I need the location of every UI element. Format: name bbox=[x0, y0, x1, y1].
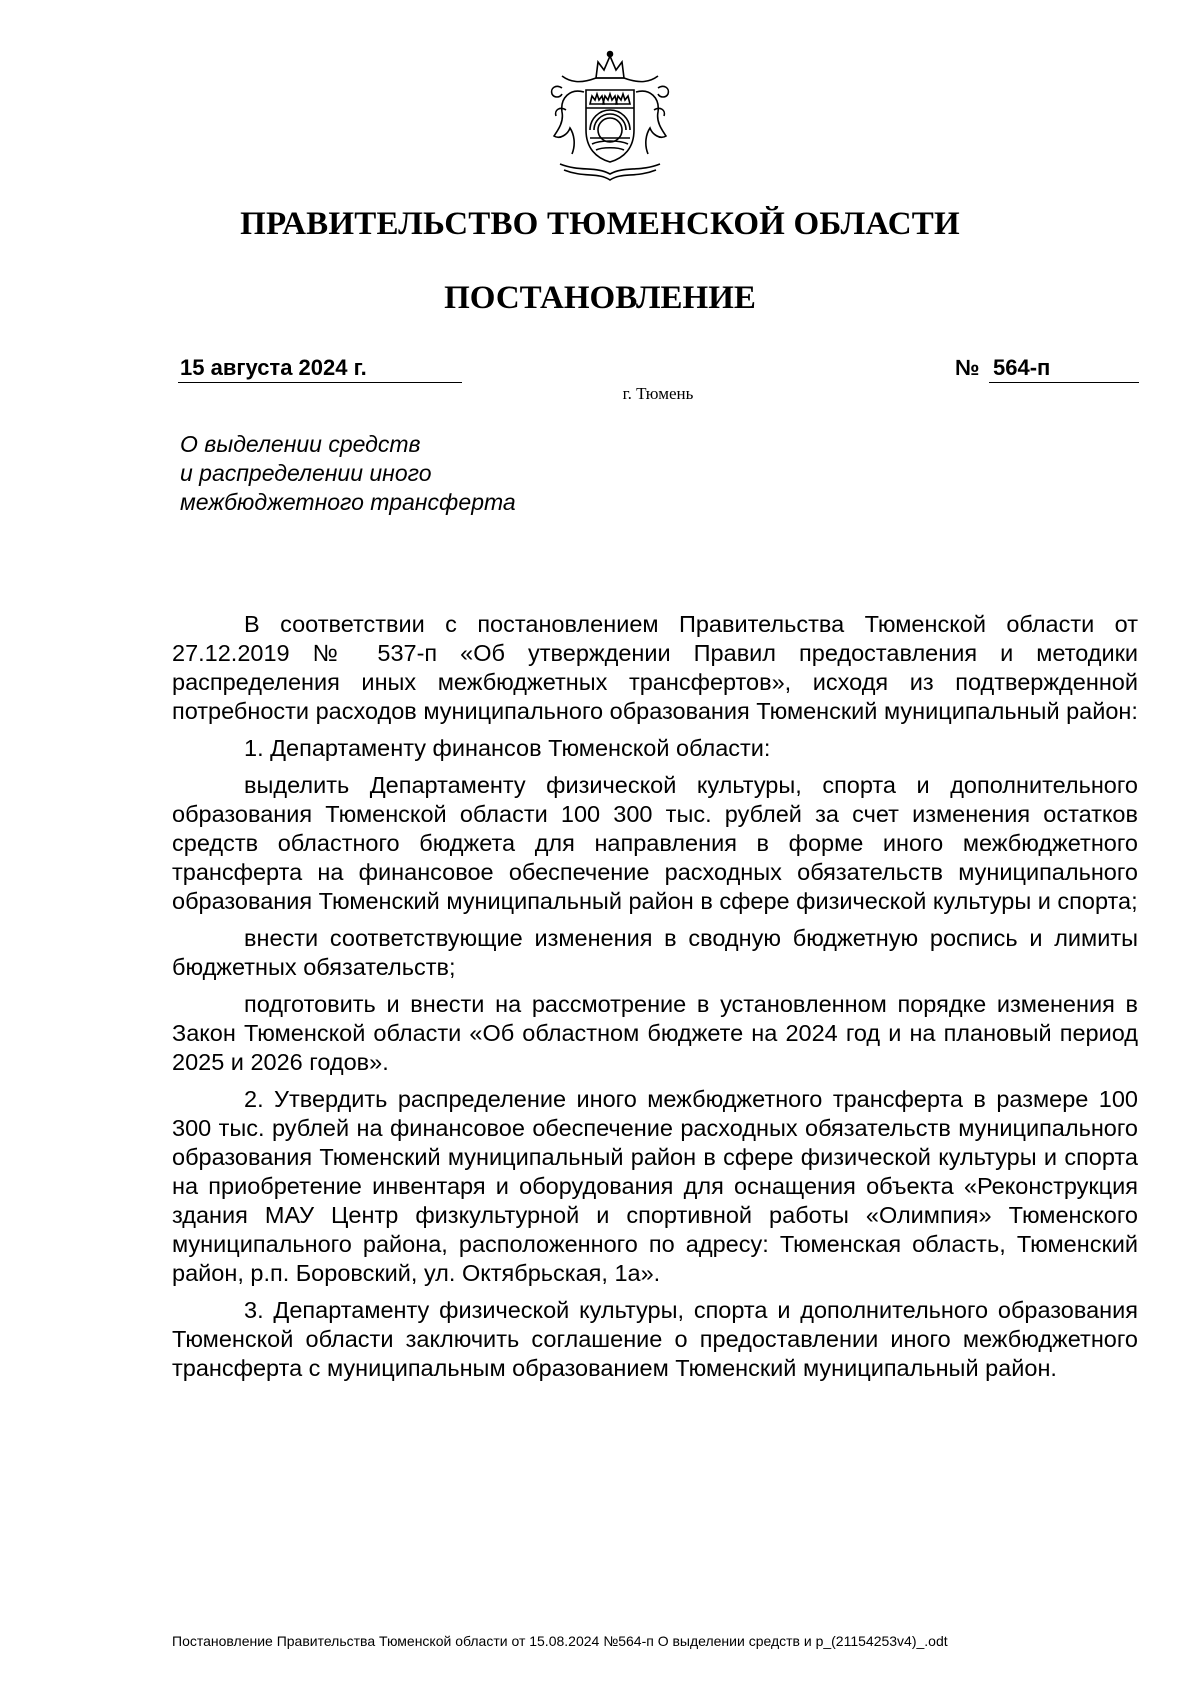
subject-line: и распределении иного bbox=[180, 460, 432, 486]
document-number-label: № bbox=[955, 355, 980, 380]
subject-line: О выделении средств bbox=[180, 431, 421, 457]
subject-line: межбюджетного трансферта bbox=[180, 489, 516, 515]
document-body bbox=[172, 610, 1138, 1391]
body-paragraph: 2. Утвердить распределение иного межбюджетного трансферта в размере 100 300 тыс. рублей на финансовое обеспечение расходных обязательств муниципального образования Тюменский муниципальный район в сфере физической культуры и спорта на приобретение инвентаря и оборудования для оснащения объекта «Реконструкция здания МАУ Центр физкультурной и спортивной работы «Олимпия» Тюменского муниципального района, расположенного по адресу: Тюменская область, Тюменский район, р.п. Боровский, ул. Октябрьская, 1а». bbox=[172, 1086, 1138, 1286]
body-paragraph: 3. Департаменту физической культуры, спорта и дополнительного образования Тюменской области заключить соглашение о предоставлении иного межбюджетного трансферта с муниципальным образованием Тюменский муниципальный район. bbox=[172, 1297, 1138, 1381]
document-date: 15 августа 2024 г. bbox=[178, 355, 462, 383]
document-number: 564-п bbox=[989, 355, 1139, 383]
body-paragraph: выделить Департаменту физической культуры, спорта и дополнительного образования Тюменской области 100 300 тыс. рублей за счет изменения остатков средств областного бюджета для направления в форме иного межбюджетного трансферта на финансовое обеспечение расходных обязательств муниципального образования Тюменский муниципальный район в сфере физической культуры и спорта; bbox=[172, 772, 1138, 914]
body-paragraph: 1. Департаменту финансов Тюменской области: bbox=[244, 735, 771, 761]
document-type: ПОСТАНОВЛЕНИЕ bbox=[444, 280, 756, 316]
document-subject bbox=[180, 430, 516, 517]
coat-of-arms-icon bbox=[540, 48, 680, 186]
body-paragraph: В соответствии с постановлением Правительства Тюменской области от 27.12.2019 № 537-п «Об утверждении Правил предоставления и методики распределения иных межбюджетных трансфертов», исходя из подтвержденной потребности расходов муниципального образования Тюменский муниципальный район: bbox=[172, 611, 1138, 724]
organization-name: ПРАВИТЕЛЬСТВО ТЮМЕНСКОЙ ОБЛАСТИ bbox=[240, 206, 960, 242]
document-city: г. Тюмень bbox=[622, 384, 694, 403]
body-paragraph: подготовить и внести на рассмотрение в установленном порядке изменения в Закон Тюменской области «Об областном бюджете на 2024 год и на плановый период 2025 и 2026 годов». bbox=[172, 991, 1138, 1075]
page-footer: Постановление Правительства Тюменской области от 15.08.2024 №564-п О выделении средств и р_(21154253v4)_.odt bbox=[172, 1633, 948, 1649]
body-paragraph: внести соответствующие изменения в сводную бюджетную роспись и лимиты бюджетных обязательств; bbox=[172, 925, 1138, 980]
